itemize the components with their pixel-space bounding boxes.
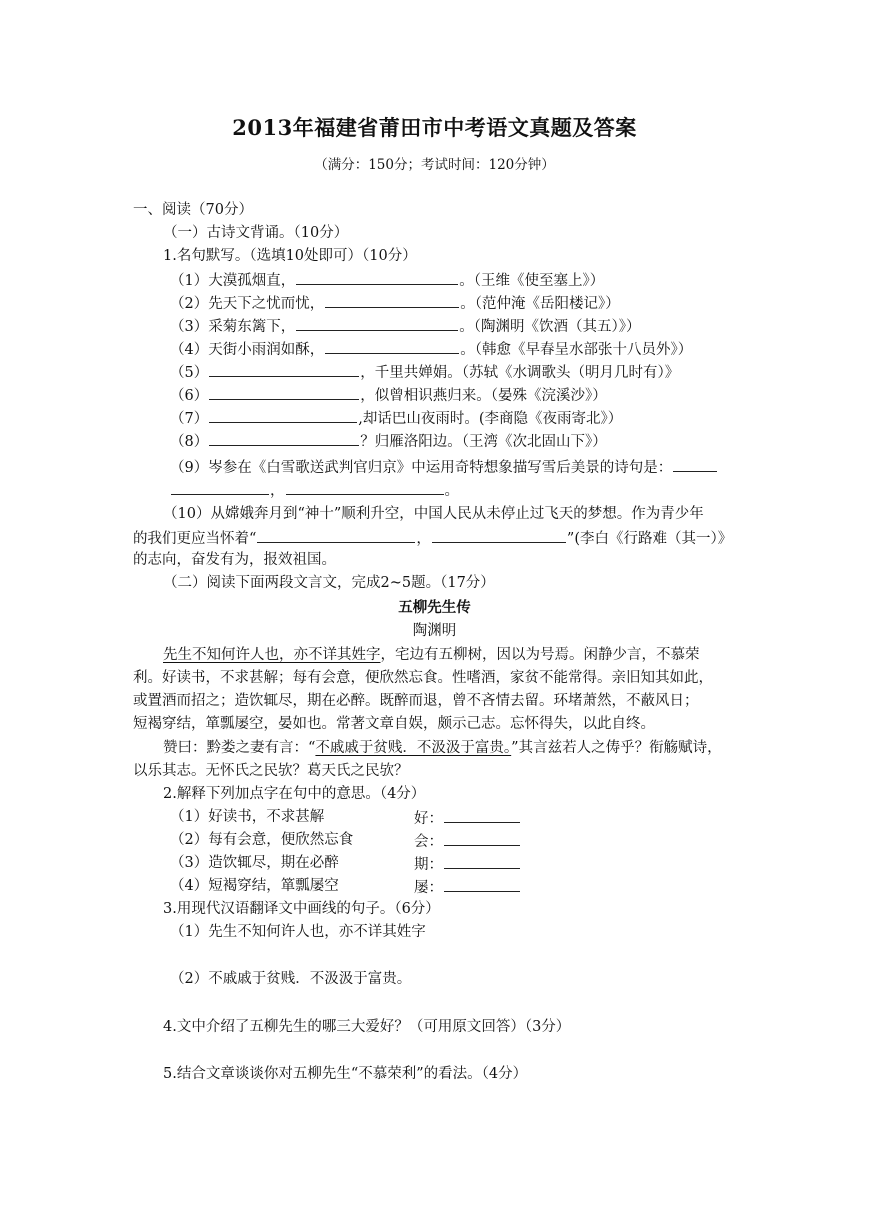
question-10-line2: 的我们更应当怀着“ ， ”(李白《行路难（其一）》: [133, 526, 732, 548]
answer-blank[interactable]: [325, 291, 459, 308]
fill-item: （5） ，千里共婵娟。（苏轼《水调歌头（明月几时有）》: [170, 360, 679, 382]
fill-item: （2）先天下之忧而忧， 。（范仲淹《岳阳楼记》）: [170, 291, 620, 313]
page-title: 2013年福建省莆田市中考语文真题及答案: [232, 115, 637, 140]
q2-answer: 会：: [414, 829, 521, 851]
question-9-blanks: ， 。: [170, 478, 459, 500]
question-5: 5.结合文章谈谈你对五柳先生“不慕荣利”的看法。（4分）: [163, 1066, 528, 1082]
part-heading: （一）古诗文背诵。（10分）: [163, 225, 349, 241]
answer-blank[interactable]: [673, 455, 717, 472]
answer-blank[interactable]: [325, 337, 459, 354]
page-subtitle: （满分：150分；考试时间：120分钟）: [314, 157, 555, 173]
question-4: 4.文中介绍了五柳先生的哪三大爱好？（可用原文回答）（3分）: [163, 1019, 571, 1035]
underlined-sentence: 不戚戚于贫贱．不汲汲于富贵。: [315, 740, 512, 756]
q2-answer: 好：: [414, 806, 521, 828]
answer-blank[interactable]: [171, 478, 269, 495]
fill-item: （1）大漠孤烟直， 。（王维《使至塞上》）: [170, 268, 604, 290]
essay-paragraph-line: 以乐其志。无怀氏之民欤？葛天氏之民欤？: [133, 763, 409, 779]
fill-item: （3）采菊东篱下， 。（陶渊明《饮酒（其五）》）: [170, 314, 640, 336]
question-3: 3.用现代汉语翻译文中画线的句子。（6分）: [163, 901, 440, 917]
underlined-sentence: 先生不知何许人也，亦不详其姓字: [163, 647, 381, 663]
q3-item: （2）不戚戚于贫贱．不汲汲于富贵。: [170, 971, 412, 987]
q2-item: （1）好读书，不求甚解: [170, 809, 325, 825]
essay-paragraph-line: 利。好读书，不求甚解；每有会意，便欣然忘食。性嗜酒，家贫不能常得。亲旧知其如此，: [133, 670, 713, 686]
essay-title: 五柳先生传: [398, 599, 471, 616]
essay-paragraph-line: 先生不知何许人也，亦不详其姓字，宅边有五柳树，因以为号焉。闲静少言，不慕荣: [163, 647, 700, 663]
answer-blank[interactable]: [209, 360, 359, 377]
section-heading: 一、阅读（70分）: [133, 202, 253, 218]
q2-item: （4）短褐穿结，箪瓢屡空: [170, 878, 339, 894]
answer-blank[interactable]: [257, 526, 415, 543]
q2-answer: 屡：: [414, 875, 521, 897]
question-9: （9）岑参在《白雪歌送武判官归京》中运用奇特想象描写雪后美景的诗句是：: [170, 455, 718, 477]
answer-blank[interactable]: [209, 383, 359, 400]
essay-paragraph-line: 短褐穿结，箪瓢屡空，晏如也。常著文章自娱，颇示己志。忘怀得失，以此自终。: [133, 716, 655, 732]
essay-author: 陶渊明: [412, 623, 457, 639]
answer-blank[interactable]: [296, 314, 458, 331]
part-heading: （二）阅读下面两段文言文，完成2~5题。（17分）: [163, 575, 495, 591]
fill-item: （8） ？归雁洛阳边。（王湾《次北固山下》）: [170, 429, 607, 451]
answer-blank[interactable]: [444, 829, 520, 846]
question-10: （10）从嫦娥奔月到“神十”顺利升空，中国人民从未停止过飞天的梦想。作为青少年: [163, 506, 704, 522]
fill-item: （6） ，似曾相识燕归来。（晏殊《浣溪沙》）: [170, 383, 607, 405]
question-10-line3: 的志向，奋发有为，报效祖国。: [133, 552, 336, 568]
answer-blank[interactable]: [286, 478, 444, 495]
question-2: 2.解释下列加点字在句中的意思。（4分）: [163, 786, 426, 802]
answer-blank[interactable]: [432, 526, 566, 543]
q3-item: （1）先生不知何许人也，亦不详其姓字: [170, 924, 426, 940]
q2-item: （3）造饮辄尽，期在必醉: [170, 855, 339, 871]
q2-item: （2）每有会意，便欣然忘食: [170, 832, 354, 848]
essay-paragraph-line: 赞曰：黔娄之妻有言：“不戚戚于贫贱．不汲汲于富贵。”其言兹若人之俦乎？衔觞赋诗，: [163, 740, 722, 756]
answer-blank[interactable]: [444, 875, 520, 892]
answer-blank[interactable]: [444, 852, 520, 869]
essay-paragraph-line: 或置酒而招之；造饮辄尽，期在必醉。既醉而退，曾不吝情去留。环堵萧然，不蔽风日；: [133, 693, 699, 709]
q2-answer: 期：: [414, 852, 521, 874]
answer-blank[interactable]: [209, 429, 359, 446]
fill-item: （7） ,却话巴山夜雨时。(李商隐《夜雨寄北》）: [170, 406, 622, 428]
answer-blank[interactable]: [296, 268, 458, 285]
question-1: 1.名句默写。（选填10处即可）（10分）: [163, 248, 417, 264]
answer-blank[interactable]: [444, 806, 520, 823]
answer-blank[interactable]: [209, 406, 357, 423]
fill-item: （4）天街小雨润如酥， 。（韩愈《早春呈水部张十八员外》）: [170, 337, 692, 359]
